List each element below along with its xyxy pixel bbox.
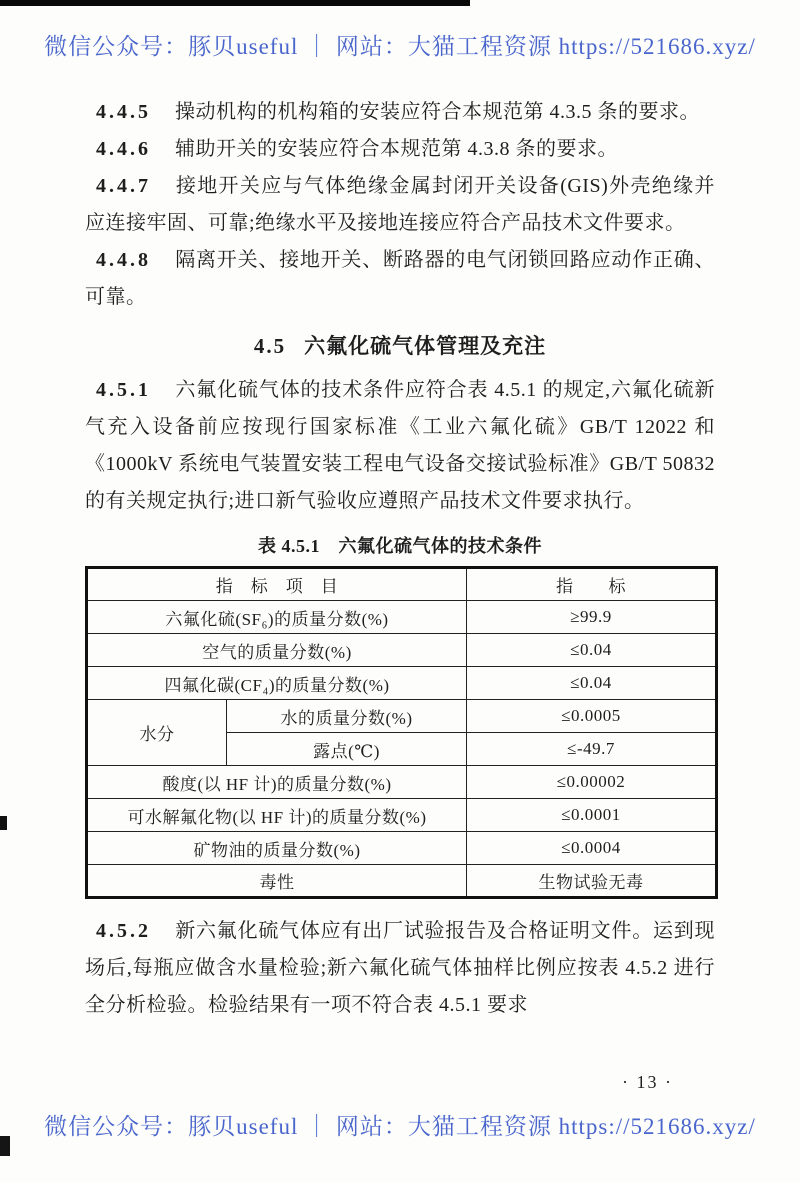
table-cell-item: 酸度(以 HF 计)的质量分数(%) — [87, 766, 467, 799]
table-header-value: 指 标 — [467, 568, 717, 601]
clause-text: 新六氟化硫气体应有出厂试验报告及合格证明文件。运到现场后,每瓶应做含水量检验;新六氟化硫气体抽样比例应按表 4.5.2 进行全分析检验。检验结果有一项不符合表 4.5.1 要求 — [85, 920, 715, 1016]
clause-4-5-2 — [85, 913, 715, 1024]
table-cell-value: ≤0.0001 — [467, 799, 717, 832]
clause-number: 4.5.2 — [96, 920, 151, 942]
table-cell-value: ≤0.0005 — [467, 700, 717, 733]
table-cell-value: 生物试验无毒 — [467, 865, 717, 898]
table-cell-item: 可水解氟化物(以 HF 计)的质量分数(%) — [87, 799, 467, 832]
table-row — [87, 832, 717, 865]
table-cell-item: 毒性 — [87, 865, 467, 898]
clause-4-4-6 — [85, 131, 715, 168]
page-content — [85, 94, 715, 1024]
clause-number: 4.4.5 — [96, 101, 151, 123]
clause-4-4-7 — [85, 168, 715, 242]
table-row — [87, 865, 717, 898]
clause-text: 操动机构的机构箱的安装应符合本规范第 4.3.5 条的要求。 — [175, 101, 700, 123]
clause-number: 4.4.6 — [96, 138, 151, 160]
clause-number: 4.4.8 — [96, 249, 151, 271]
table-cell-value: ≤0.0004 — [467, 832, 717, 865]
table-header-item: 指 标 项 目 — [87, 568, 467, 601]
section-title: 六氟化硫气体管理及充注 — [304, 334, 547, 358]
section-heading-4-5 — [85, 330, 715, 360]
table-header-row — [87, 568, 717, 601]
table-row — [87, 799, 717, 832]
sf6-spec-table — [85, 566, 718, 899]
clause-text: 隔离开关、接地开关、断路器的电气闭锁回路应动作正确、可靠。 — [85, 249, 715, 308]
table-cell-item: 四氟化碳(CF₄)的质量分数(%) — [87, 667, 467, 700]
watermark-top: 微信公众号：豚贝useful ｜ 网站：大猫工程资源 https://521686.xyz/ — [44, 34, 756, 59]
table-cell-value: ≤0.04 — [467, 634, 717, 667]
table-row — [87, 601, 717, 634]
clause-number: 4.4.7 — [96, 175, 151, 197]
table-cell-item: 水的质量分数(%) — [227, 700, 467, 733]
clause-text: 六氟化硫气体的技术条件应符合表 4.5.1 的规定,六氟化硫新气充入设备前应按现行国家标准《工业六氟化硫》GB/T 12022 和《1000kV 系统电气装置安装工程电气设备交接试验标准》GB/T 50832的有关规定执行;进口新气验收应遵照产品技术文件要求执行。 — [85, 379, 715, 512]
table-cell-value: ≥99.9 — [467, 601, 717, 634]
page-number: · 13 · — [622, 1072, 673, 1092]
table-cell-item: 空气的质量分数(%) — [87, 634, 467, 667]
clause-text: 接地开关应与气体绝缘金属封闭开关设备(GIS)外壳绝缘并应连接牢固、可靠;绝缘水平及接地连接应符合产品技术文件要求。 — [85, 175, 715, 234]
section-number: 4.5 — [253, 334, 287, 358]
clause-4-4-8 — [85, 242, 715, 316]
table-cell-item: 露点(℃) — [227, 733, 467, 766]
table-row — [87, 634, 717, 667]
table-group-cell: 水分 — [87, 700, 227, 766]
clause-4-5-1 — [85, 372, 715, 520]
clause-number: 4.5.1 — [96, 379, 151, 401]
clause-4-4-5 — [85, 94, 715, 131]
table-row — [87, 700, 717, 733]
clause-text: 辅助开关的安装应符合本规范第 4.3.8 条的要求。 — [175, 138, 618, 160]
scan-artifact-top-bar — [0, 0, 470, 6]
table-row — [87, 766, 717, 799]
table-cell-value: ≤0.00002 — [467, 766, 717, 799]
table-cell-item: 六氟化硫(SF₆)的质量分数(%) — [87, 601, 467, 634]
watermark-bottom: 微信公众号：豚贝useful ｜ 网站：大猫工程资源 https://521686.xyz/ — [44, 1114, 756, 1139]
table-title: 表 4.5.1 六氟化硫气体的技术条件 — [258, 536, 542, 556]
table-cell-item: 矿物油的质量分数(%) — [87, 832, 467, 865]
table-row — [87, 667, 717, 700]
scan-artifact-left-mark — [0, 816, 7, 830]
table-cell-value: ≤0.04 — [467, 667, 717, 700]
table-cell-value: ≤-49.7 — [467, 733, 717, 766]
